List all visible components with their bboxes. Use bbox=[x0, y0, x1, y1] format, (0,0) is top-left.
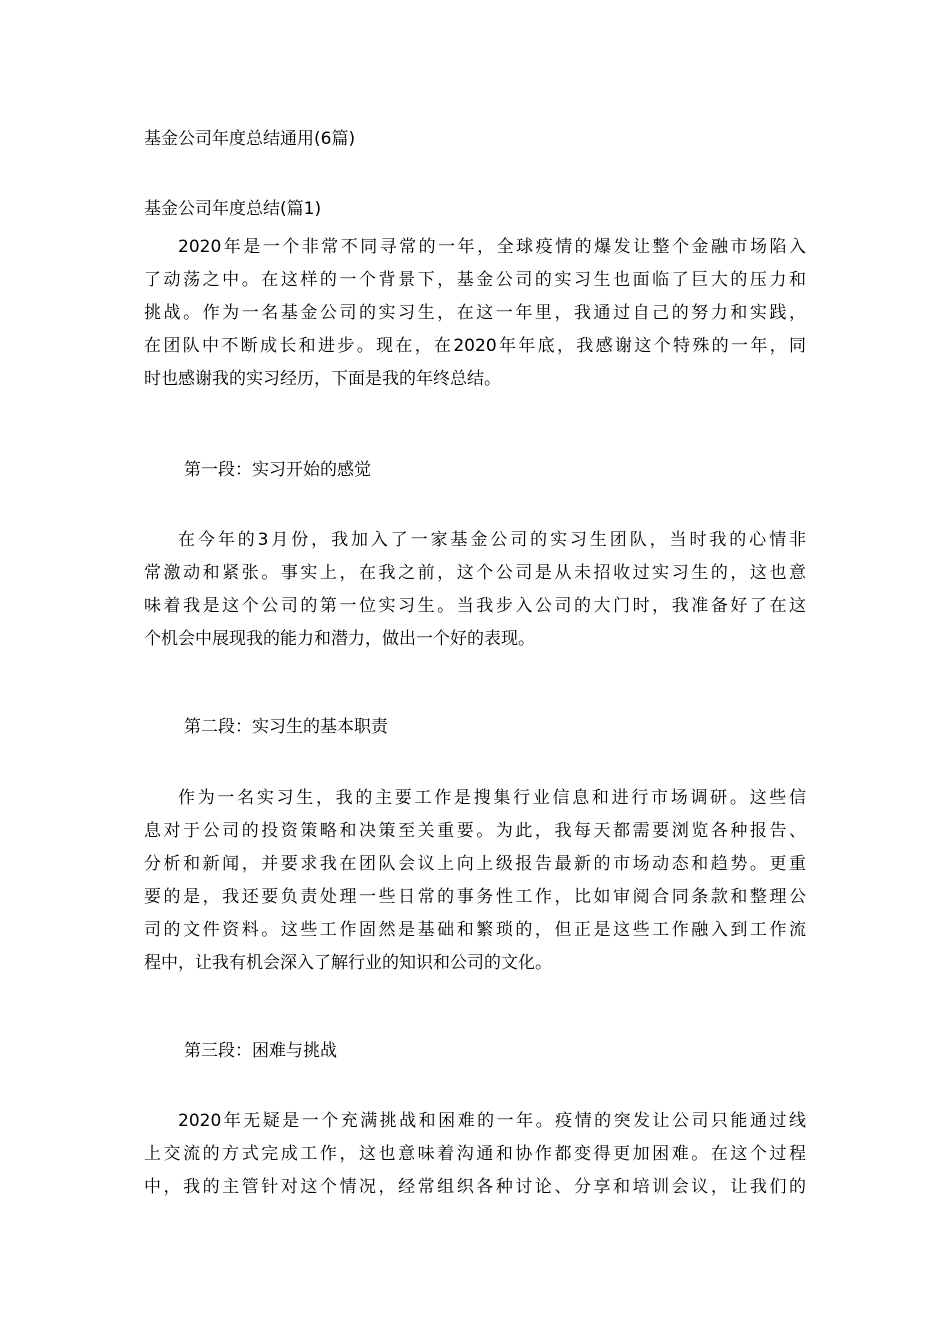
paragraph-line: 个机会中展现我的能力和潜力，做出一个好的表现。 bbox=[144, 629, 535, 649]
section-heading-2: 第二段：实习生的基本职责 bbox=[184, 717, 388, 737]
paragraph-line: 时也感谢我的实习经历，下面是我的年终总结。 bbox=[144, 369, 501, 389]
paragraph-line: 司的文件资料。这些工作固然是基础和繁琐的，但正是这些工作融入到工作流 bbox=[144, 920, 806, 940]
document-title: 基金公司年度总结通用(6篇) bbox=[144, 129, 356, 149]
paragraph-line: 了动荡之中。在这样的一个背景下，基金公司的实习生也面临了巨大的压力和 bbox=[144, 270, 806, 290]
section-heading-3: 第三段：困难与挑战 bbox=[184, 1041, 337, 1061]
section-heading-1: 第一段：实习开始的感觉 bbox=[184, 460, 371, 480]
paragraph-1 bbox=[144, 231, 806, 396]
paragraph-line: 分析和新闻，并要求我在团队会议上向上级报告最新的市场动态和趋势。更重 bbox=[144, 854, 806, 874]
paragraph-line: 要的是，我还要负责处理一些日常的事务性工作，比如审阅合同条款和整理公 bbox=[144, 887, 806, 907]
paragraph-line: 中，我的主管针对这个情况，经常组织各种讨论、分享和培训会议，让我们的 bbox=[144, 1177, 806, 1197]
paragraph-line: 味着我是这个公司的第一位实习生。当我步入公司的大门时，我准备好了在这 bbox=[144, 596, 806, 616]
paragraph-2 bbox=[144, 524, 806, 656]
paragraph-line: 在今年的3月份，我加入了一家基金公司的实习生团队，当时我的心情非 bbox=[178, 530, 806, 550]
paragraph-3 bbox=[144, 782, 806, 980]
paragraph-line: 2020年无疑是一个充满挑战和困难的一年。疫情的突发让公司只能通过线 bbox=[178, 1111, 806, 1131]
paragraph-line: 挑战。作为一名基金公司的实习生，在这一年里，我通过自己的努力和实践， bbox=[144, 303, 806, 323]
paragraph-line: 息对于公司的投资策略和决策至关重要。为此，我每天都需要浏览各种报告、 bbox=[144, 821, 806, 841]
article-title: 基金公司年度总结(篇1) bbox=[144, 199, 322, 219]
paragraph-line: 2020年是一个非常不同寻常的一年，全球疫情的爆发让整个金融市场陷入 bbox=[178, 237, 806, 257]
paragraph-line: 在团队中不断成长和进步。现在，在2020年年底，我感谢这个特殊的一年，同 bbox=[144, 336, 806, 356]
paragraph-line: 作为一名实习生，我的主要工作是搜集行业信息和进行市场调研。这些信 bbox=[178, 788, 806, 808]
paragraph-line: 程中，让我有机会深入了解行业的知识和公司的文化。 bbox=[144, 953, 552, 973]
paragraph-4 bbox=[144, 1105, 806, 1204]
paragraph-line: 常激动和紧张。事实上，在我之前，这个公司是从未招收过实习生的，这也意 bbox=[144, 563, 806, 583]
paragraph-line: 上交流的方式完成工作，这也意味着沟通和协作都变得更加困难。在这个过程 bbox=[144, 1144, 806, 1164]
